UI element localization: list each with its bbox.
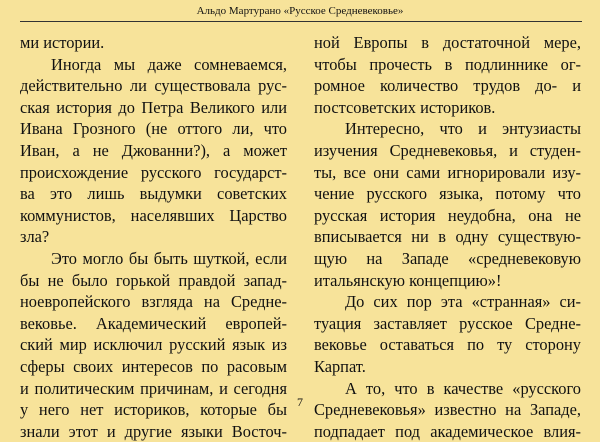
text-line: ноевропейского взгляда на Средне- — [20, 292, 287, 312]
text-line: ной Европы в достаточной мере, — [314, 33, 581, 52]
text-line: ва это лишь выдумки советских — [20, 184, 287, 204]
text-line: ми истории. — [20, 33, 105, 52]
text-line: бы не было горькой правдой запад- — [20, 270, 287, 290]
text-line: чтобы прочесть в подлиннике ог- — [314, 54, 581, 74]
running-header: Альдо Мартурано «Русское Средневековье» — [196, 5, 404, 17]
text-line: Карпат. — [314, 356, 366, 376]
text-line: А то, что в качестве «русского — [345, 378, 581, 398]
text-line: у него нет историков, которые бы — [20, 400, 287, 420]
page-number: 7 — [297, 395, 303, 409]
text-line: изучения Средневековья, и студен- — [314, 140, 581, 160]
text-line: щую на Западе «средневековую — [314, 248, 581, 268]
text-line: сферы своих интересов по расовым — [20, 356, 287, 376]
text-line: туация заставляет русское Средне- — [314, 313, 581, 333]
text-line: зла? — [20, 227, 50, 247]
text-line: Иван, а не Джованни?), а может — [20, 140, 287, 160]
text-line: вековье. Академический европей- — [20, 313, 287, 333]
text-line: подпадает под академическое влия- — [314, 421, 581, 441]
text-line: До сих пор эта «странная» си- — [345, 292, 581, 312]
right-text-column — [314, 32, 581, 442]
text-line: итальянскую концепцию»! — [314, 270, 502, 290]
text-line: постсоветских историков. — [314, 97, 496, 117]
text-line: знали этот и другие языки Восточ- — [20, 421, 287, 441]
text-line: вековье оставаться по ту сторону — [314, 335, 581, 355]
text-line: действительно ли существовала рус- — [20, 76, 287, 96]
text-line: Ивана Грозного (не оттого ли, что — [20, 119, 287, 139]
text-line: Иногда мы даже сомневаемся, — [51, 54, 287, 74]
text-line: Средневековья» известно на Западе, — [314, 400, 581, 420]
text-line: коммунистов, населявших Царство — [20, 205, 287, 225]
text-line: происхождение русского государст- — [20, 162, 287, 182]
text-line: вписывается ни в одну существую- — [314, 227, 581, 247]
text-line: чение русского языка, потому что — [314, 184, 581, 204]
text-line: ты, все они сами игнорировали изу- — [314, 162, 581, 182]
header-rule — [20, 21, 582, 22]
text-line: ская история до Петра Великого или — [20, 97, 287, 117]
text-line: русская история неудобна, она не — [314, 205, 581, 225]
text-line: ромное количество трудов до- и — [314, 76, 581, 96]
text-line: ский мир исключил русский язык из — [20, 335, 287, 355]
left-text-column — [20, 32, 287, 442]
text-line: Это могло бы быть шуткой, если — [51, 248, 287, 268]
text-line: Интересно, что и энтузиасты — [345, 119, 581, 139]
text-line: и политическим причинам, и сегодня — [20, 378, 287, 398]
